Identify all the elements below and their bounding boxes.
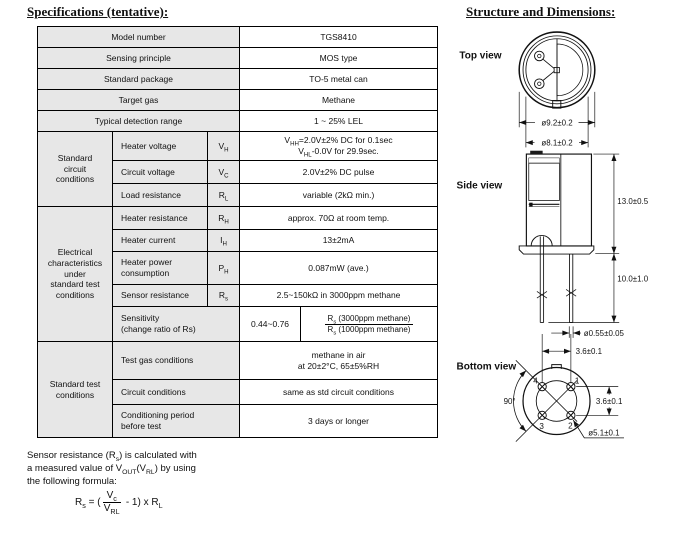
- item-symbol: $R_s$: [208, 285, 240, 307]
- row-value: TGS8410: [240, 27, 438, 48]
- leads: [540, 236, 573, 322]
- item-label: Load resistance: [113, 184, 208, 207]
- ratio-denominator: $R_s$ (1000ppm methane): [327, 324, 411, 337]
- item-label: Circuit conditions: [113, 380, 240, 405]
- dim-pin-circle-diameter: ø5.1±0.1: [588, 428, 620, 438]
- dim-outer-diameter: ø9.2±0.2: [541, 118, 573, 128]
- item-value: approx. 70Ω at room temp.: [240, 207, 438, 230]
- item-symbol: $P_H$: [208, 252, 240, 285]
- pin-seal-dome: [531, 235, 552, 246]
- dim-lead-diameter: ø0.55±0.05: [583, 328, 624, 338]
- table-row: [38, 90, 438, 111]
- dim-inner-diameter: ø8.1±0.2: [541, 138, 573, 148]
- structure-dimensions-diagram: [440, 22, 674, 512]
- item-symbol: $V_H$: [208, 132, 240, 161]
- rs-ratio-fraction: [325, 313, 414, 337]
- group-label: Electrical characteristics under standard test conditions: [38, 207, 113, 342]
- row-label: Model number: [38, 27, 240, 48]
- item-label: Sensitivity (change ratio of Rs): [113, 307, 240, 342]
- item-value: 2.5~150kΩ in 3000ppm methane: [240, 285, 438, 307]
- sensor-resistance-note: [27, 449, 277, 488]
- specifications-title: Specifications (tentative):: [27, 4, 169, 19]
- sensitivity-ratio: [301, 307, 438, 342]
- row-label: Typical detection range: [38, 111, 240, 132]
- sensor-mesh: [557, 44, 583, 96]
- table-row: [38, 27, 438, 48]
- group-label: Standard circuit conditions: [38, 132, 113, 207]
- note-line: the following formula:: [27, 476, 117, 487]
- table-row: [38, 132, 438, 161]
- top-view-drawing: [519, 32, 595, 108]
- item-value: 2.0V±2% DC pulse: [240, 161, 438, 184]
- rs-formula: [75, 490, 163, 514]
- pin-number-4: 4: [533, 376, 538, 386]
- formula-fraction: [103, 490, 121, 514]
- item-label: Heater resistance: [113, 207, 208, 230]
- row-label: Sensing principle: [38, 48, 240, 69]
- item-label: Conditioning period before test: [113, 405, 240, 438]
- base-flange: [519, 246, 594, 254]
- side-view-drawing: [519, 151, 594, 323]
- dim-lead-length: 10.0±1.0: [617, 274, 649, 284]
- item-symbol: $V_C$: [208, 161, 240, 184]
- top-view-label: Top view: [459, 50, 502, 62]
- item-label: Circuit voltage: [113, 161, 208, 184]
- dim-pin-angle: 90°: [503, 396, 516, 406]
- note-line: Sensor resistance $(R_s)$ is calculated with: [27, 450, 197, 463]
- table-row: [38, 342, 438, 380]
- bottom-view-drawing: [516, 334, 603, 442]
- dim-pin-pitch-top: 3.6±0.1: [575, 347, 603, 357]
- dim-body-height: 13.0±0.5: [617, 196, 649, 206]
- item-label: Test gas conditions: [113, 342, 240, 380]
- row-value: TO-5 metal can: [240, 69, 438, 90]
- note-line: a measured value of $V_{OUT}(V_{RL})$ by using: [27, 463, 196, 476]
- item-value: 13±2mA: [240, 230, 438, 252]
- item-label: Heater current: [113, 230, 208, 252]
- formula-rhs: - 1) x $R_L$: [125, 496, 163, 510]
- structure-dimensions-title: Structure and Dimensions:: [466, 4, 616, 19]
- table-row: [38, 69, 438, 90]
- group-label: Standard test conditions: [38, 342, 113, 438]
- ratio-numerator: $R_s$ (3000ppm methane): [325, 314, 414, 325]
- bottom-view-label: Bottom view: [456, 361, 517, 373]
- row-value: Methane: [240, 90, 438, 111]
- item-symbol: $R_H$: [208, 207, 240, 230]
- table-row: [38, 48, 438, 69]
- item-label: Sensor resistance: [113, 285, 208, 307]
- table-row: [38, 207, 438, 230]
- pin-number-3: 3: [539, 422, 544, 432]
- formula-lhs: $R_s$ = (: [75, 496, 101, 510]
- item-symbol: $I_H$: [208, 230, 240, 252]
- item-value: 0.087mW (ave.): [240, 252, 438, 285]
- mesh-cap-section: [529, 158, 560, 163]
- sensitivity-range: 0.44~0.76: [240, 307, 301, 342]
- item-value: variable (2kΩ min.): [240, 184, 438, 207]
- item-value: 3 days or longer: [240, 405, 438, 438]
- lead-break-marks: [537, 289, 576, 298]
- specifications-table: [37, 26, 438, 438]
- row-value: MOS type: [240, 48, 438, 69]
- row-value: 1 ~ 25% LEL: [240, 111, 438, 132]
- bottom-view-dimensions: [504, 371, 624, 438]
- pin-number-1: 1: [574, 376, 580, 386]
- item-value: same as std circuit conditions: [240, 380, 438, 405]
- item-symbol: $R_L$: [208, 184, 240, 207]
- item-value: $V_{HH}=2.0V\pm 2\%$ DC for 0.1sec $V_{HL}-0.0V$ for 29.9sec.: [240, 132, 438, 161]
- side-view-label: Side view: [456, 180, 503, 192]
- formula-denominator: $V_{RL}$: [103, 502, 120, 516]
- sensor-element-section: [529, 163, 560, 200]
- item-label: Heater voltage: [113, 132, 208, 161]
- item-value: methane in air at 20±2°C, 65±5%RH: [240, 342, 438, 380]
- formula-numerator: $V_c$: [103, 490, 121, 503]
- pin-number-2: 2: [568, 421, 573, 431]
- top-view-pin: [535, 51, 545, 61]
- top-view-pin: [535, 79, 545, 89]
- item-label: Heater power consumption: [113, 252, 208, 285]
- row-label: Target gas: [38, 90, 240, 111]
- table-row: [38, 111, 438, 132]
- dim-pin-pitch-side: 3.6±0.1: [595, 396, 623, 406]
- row-label: Standard package: [38, 69, 240, 90]
